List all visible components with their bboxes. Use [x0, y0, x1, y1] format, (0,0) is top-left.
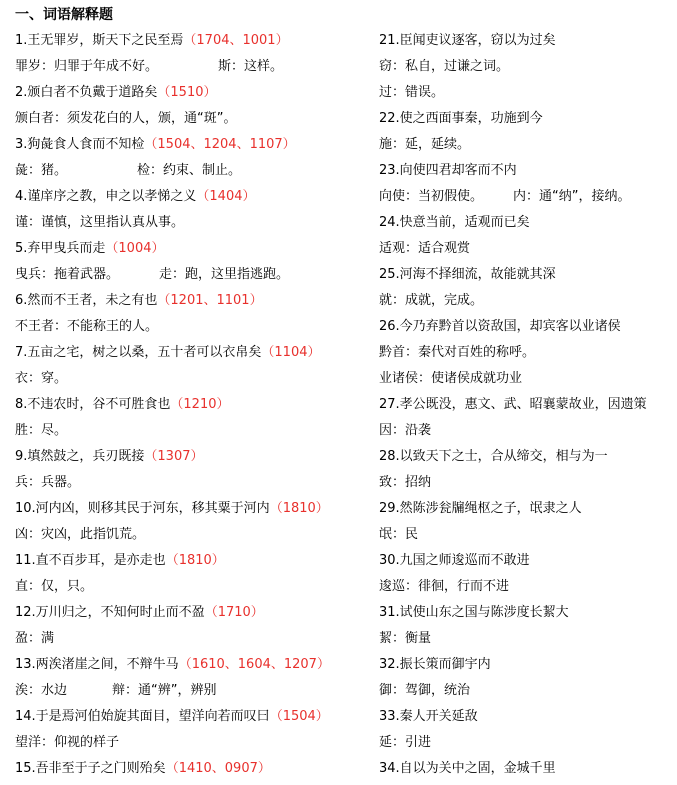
question-line	[379, 655, 674, 681]
question-line	[15, 187, 360, 213]
section-heading: 一、词语解释题	[15, 7, 113, 23]
gloss-text: 谨：谨慎，这里指认真从事。	[15, 215, 185, 230]
gloss-line	[379, 187, 674, 213]
gloss-line	[379, 369, 674, 395]
gloss-line	[15, 369, 360, 395]
exam-reference: （1307）	[144, 449, 204, 464]
question-text: 12.万川归之，不知何时止而不盈	[15, 605, 205, 620]
gloss-text-secondary: 检：约束、制止。	[137, 163, 242, 178]
gloss-line	[379, 343, 674, 369]
gloss-text: 窃：私自，过谦之词。	[379, 59, 510, 74]
exam-reference: （1410、0907）	[165, 761, 271, 776]
gloss-line	[379, 577, 674, 603]
gloss-line	[15, 577, 360, 603]
gloss-text: 凶：灾凶，此指饥荒。	[15, 527, 146, 542]
question-text: 14.于是焉河伯始旋其面目，望洋向若而叹曰	[15, 709, 270, 724]
question-text: 21.臣闻吏议逐客，窃以为过矣	[379, 33, 556, 48]
question-text: 24.快意当前，适观而已矣	[379, 215, 530, 230]
question-line	[15, 395, 360, 421]
exam-reference: （1104）	[261, 345, 321, 360]
gloss-text: 御：驾御，统治	[379, 683, 471, 698]
gloss-line	[15, 57, 360, 83]
question-text: 25.河海不择细流，故能就其深	[379, 267, 556, 282]
gloss-line	[379, 733, 674, 759]
question-text: 32.振长策而御宇内	[379, 657, 491, 672]
gloss-line	[379, 473, 674, 499]
exam-reference: （1610、1604、1207）	[178, 657, 330, 672]
exam-reference: （1210）	[170, 397, 230, 412]
question-text: 2.颁白者不负戴于道路矣	[15, 85, 158, 100]
gloss-line	[15, 317, 360, 343]
question-text: 23.向使四君却客而不内	[379, 163, 517, 178]
exam-reference: （1710）	[204, 605, 264, 620]
question-line	[379, 265, 674, 291]
gloss-line	[379, 421, 674, 447]
question-text: 9.填然鼓之，兵刃既接	[15, 449, 145, 464]
gloss-text: 直：仅，只。	[15, 579, 94, 594]
gloss-text: 氓：民	[379, 527, 419, 542]
gloss-text: 延：引进	[379, 735, 432, 750]
question-line	[379, 551, 674, 577]
gloss-text-secondary: 走：跑，这里指逃跑。	[159, 267, 290, 282]
question-line	[15, 499, 360, 525]
gloss-line	[379, 525, 674, 551]
question-text: 27.孝公既没，惠文、武、昭襄蒙故业，因遗策	[379, 397, 647, 412]
question-line	[15, 239, 360, 265]
gloss-text: 过：错误。	[379, 85, 445, 100]
question-line	[379, 603, 674, 629]
exam-reference: （1201、1101）	[157, 293, 263, 308]
question-text: 3.狗彘食人食而不知检	[15, 137, 145, 152]
gloss-text: 曳兵：拖着武器。	[15, 267, 120, 282]
question-line	[15, 135, 360, 161]
gloss-text: 因：沿袭	[379, 423, 432, 438]
question-text: 28.以致天下之士，合从缔交，相与为一	[379, 449, 608, 464]
question-text: 34.自以为关中之固，金城千里	[379, 761, 556, 776]
gloss-text: 涘：水边	[15, 683, 68, 698]
question-text: 11.直不百步耳，是亦走也	[15, 553, 166, 568]
gloss-line	[15, 525, 360, 551]
gloss-text: 胜：尽。	[15, 423, 68, 438]
gloss-line	[379, 681, 674, 707]
question-line	[379, 395, 674, 421]
question-line	[15, 343, 360, 369]
question-text: 4.谨庠序之教，申之以孝悌之义	[15, 189, 197, 204]
gloss-text: 衣：穿。	[15, 371, 68, 386]
question-line	[379, 499, 674, 525]
gloss-text: 施：延，延续。	[379, 137, 471, 152]
gloss-text: 向使：当初假使。	[379, 189, 484, 204]
gloss-text: 盈：满	[15, 631, 55, 646]
gloss-text: 业诸侯：使诸侯成就功业	[379, 371, 523, 386]
question-line	[15, 707, 360, 733]
gloss-text: 彘：猪。	[15, 163, 68, 178]
question-text: 33.秦人开关延敌	[379, 709, 478, 724]
gloss-line	[379, 629, 674, 655]
gloss-line	[15, 213, 360, 239]
question-text: 31.试使山东之国与陈涉度长絜大	[379, 605, 569, 620]
gloss-line	[379, 239, 674, 265]
question-line	[379, 109, 674, 135]
gloss-text: 致：招纳	[379, 475, 432, 490]
exam-reference: （1810）	[165, 553, 225, 568]
question-line	[379, 317, 674, 343]
exam-reference: （1504）	[269, 709, 329, 724]
gloss-line	[15, 473, 360, 499]
question-line	[15, 603, 360, 629]
gloss-text: 就：成就，完成。	[379, 293, 484, 308]
question-line	[379, 161, 674, 187]
right-column	[379, 31, 674, 785]
gloss-text: 黔首：秦代对百姓的称呼。	[379, 345, 536, 360]
gloss-line	[15, 421, 360, 447]
exam-reference: （1004）	[105, 241, 165, 256]
exam-reference: （1504、1204、1107）	[144, 137, 296, 152]
gloss-line	[15, 161, 360, 187]
gloss-text: 逡巡：徘徊，行而不进	[379, 579, 510, 594]
question-text: 15.吾非至于子之门则殆矣	[15, 761, 166, 776]
gloss-line	[379, 83, 674, 109]
gloss-line	[15, 733, 360, 759]
gloss-text-secondary: 内：通“纳”，接纳。	[513, 189, 631, 204]
question-text: 7.五亩之宅，树之以桑，五十者可以衣帛矣	[15, 345, 262, 360]
gloss-text: 罪岁：归罪于年成不好。	[15, 59, 159, 74]
exam-reference: （1404）	[196, 189, 256, 204]
gloss-line	[15, 109, 360, 135]
gloss-text-secondary: 斯：这样。	[218, 59, 284, 74]
exam-reference: （1704、1001）	[183, 33, 289, 48]
gloss-text-secondary: 辩：通“辨”，辨别	[112, 683, 217, 698]
gloss-text: 不王者：不能称王的人。	[15, 319, 159, 334]
question-line	[379, 707, 674, 733]
question-line	[15, 83, 360, 109]
gloss-text: 颁白者：须发花白的人，颁，通“斑”。	[15, 111, 237, 126]
gloss-line	[379, 57, 674, 83]
question-line	[15, 447, 360, 473]
gloss-line	[379, 135, 674, 161]
question-line	[15, 655, 360, 681]
question-text: 1.王无罪岁，斯天下之民至焉	[15, 33, 184, 48]
question-text: 26.今乃弃黔首以资敌国，却宾客以业诸侯	[379, 319, 621, 334]
question-line	[15, 291, 360, 317]
gloss-text: 兵：兵器。	[15, 475, 81, 490]
question-text: 22.使之西面事秦，功施到今	[379, 111, 543, 126]
question-text: 29.然陈涉瓮牖绳枢之子，氓隶之人	[379, 501, 582, 516]
left-column	[15, 31, 360, 785]
question-text: 6.然而不王者，未之有也	[15, 293, 158, 308]
exam-reference: （1810）	[269, 501, 329, 516]
gloss-line	[15, 681, 360, 707]
question-line	[15, 759, 360, 785]
gloss-text: 絜：衡量	[379, 631, 432, 646]
question-line	[379, 447, 674, 473]
question-text: 13.两涘渚崖之间，不辩牛马	[15, 657, 179, 672]
question-line	[15, 31, 360, 57]
question-line	[15, 551, 360, 577]
question-text: 30.九国之师逡巡而不敢进	[379, 553, 530, 568]
gloss-line	[15, 265, 360, 291]
gloss-text: 望洋：仰视的样子	[15, 735, 120, 750]
gloss-line	[379, 291, 674, 317]
gloss-text: 适观：适合观赏	[379, 241, 471, 256]
question-text: 5.弃甲曳兵而走	[15, 241, 106, 256]
question-line	[379, 213, 674, 239]
exam-reference: （1510）	[157, 85, 217, 100]
question-line	[379, 759, 674, 785]
question-line	[379, 31, 674, 57]
question-text: 10.河内凶，则移其民于河东，移其粟于河内	[15, 501, 270, 516]
question-text: 8.不违农时，谷不可胜食也	[15, 397, 171, 412]
gloss-line	[15, 629, 360, 655]
